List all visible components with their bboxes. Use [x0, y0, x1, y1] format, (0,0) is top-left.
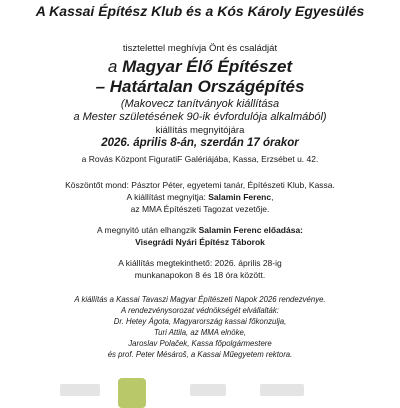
visit-line1: A kiállítás megtekinthető: 2026. április 28-ig	[118, 258, 282, 268]
visit-line2: munkanapokon 8 és 18 óra között.	[134, 270, 266, 280]
event-date: 2026. április 8-án, szerdán 17 órakor	[101, 137, 299, 149]
footer-line-2: A rendezvénysorozat védnökségét elvállalták:	[121, 306, 279, 315]
footer-line-6: és prof. Peter Mésároš, a Kassai Műegyetem rektora.	[107, 350, 293, 359]
greeting-text: Pásztor Péter, egyetemi tanár, Építészeti Klub, Kassa.	[131, 180, 335, 190]
organizer-header: A Kassai Építész Klub és a Kós Károly Egyesülés	[35, 3, 365, 19]
lecture-line	[0, 226, 400, 235]
sponsor-logo-faded-middle	[190, 384, 226, 396]
lecture-title: Visegrádi Nyári Építész Táborok	[135, 237, 265, 247]
footer-line-4: Turi Attila, az MMA elnöke,	[153, 328, 246, 337]
exhibition-title-line1	[0, 58, 400, 75]
opener-name: Salamin Ferenc	[208, 192, 272, 202]
footer-line-5: Jaroslav Polaček, Kassa főpolgármestere	[128, 339, 272, 348]
sponsor-logo-faded-left	[60, 384, 100, 396]
opener-line: A kiállítást megnyitja: Salamin Ferenc,	[126, 192, 274, 202]
lecture-prefix: A megnyitó után elhangzik	[96, 225, 197, 235]
invite-line: tisztelettel meghívja Önt és családját	[122, 43, 278, 54]
opener-role: az MMA Építészeti Tagozat vezetője.	[130, 204, 270, 214]
sponsor-logo-green	[118, 378, 146, 408]
exhibition-title-line2: – Határtalan Országépítés	[95, 77, 305, 96]
subtitle-line2: a Mester születésének 90-ik évfordulója alkalmából)	[73, 111, 327, 123]
opener-prefix: A kiállítást megnyitja:	[126, 192, 206, 202]
sponsor-logo-faded-right	[260, 384, 304, 396]
title-main: Magyar Élő Építészet	[122, 57, 293, 76]
greeting-prefix: Köszöntőt mond:	[65, 180, 129, 190]
lecture-name: Salamin Ferenc előadása:	[198, 225, 304, 235]
footer-line-1: A kiállítás a Kassai Tavaszi Magyar Építészeti Napok 2026 rendezvénye.	[74, 295, 326, 304]
title-prefix: a	[107, 57, 118, 76]
greeting-line	[0, 181, 400, 190]
footer-line-3: Dr. Hetey Ágota, Magyarország kassai főkonzulja,	[113, 317, 287, 326]
venue-line: a Rovás Központ FiguratiF Galériájába, Kassa, Erzsébet u. 42.	[81, 154, 319, 164]
subtitle-line1: (Makovecz tanítványok kiállítása	[120, 98, 280, 110]
opening-line: kiállítás megnyitójára	[155, 125, 245, 136]
